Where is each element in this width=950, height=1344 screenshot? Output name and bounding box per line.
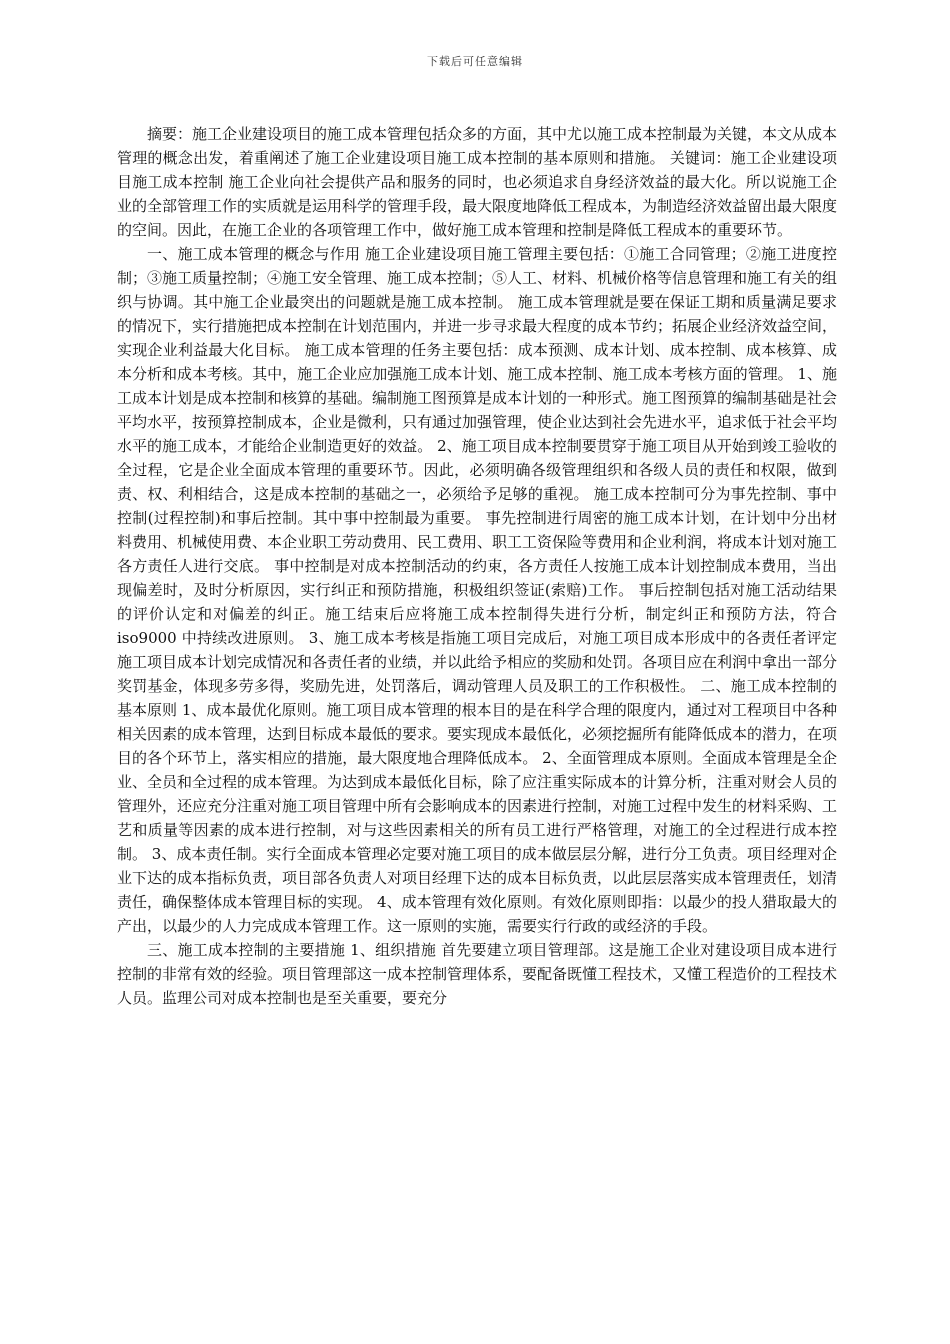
- paragraph-section-one-two: 一、施工成本管理的概念与作用 施工企业建设项目施工管理主要包括：①施工合同管理；②施工进度控制；③施工质量控制；④施工安全管理、施工成本控制；⑤人工、材料、机械价格等信息管理和施工有关的组织与协调。其中施工企业最突出的问题就是施工成本控制。 施工成本管理就是要在保证工期和质量满足要求的情况下，实行措施把成本控制在计划范围内，并进一步寻求最大程度的成本节约；拓展企业经济效益空间，实现企业利益最大化目标。 施工成本管理的任务主要包括：成本预测、成本计划、成本控制、成本核算、成本分析和成本考核。其中，施工企业应加强施工成本计划、施工成本控制、施工成本考核方面的管理。 1、施工成本计划是成本控制和核算的基础。编制施工图预算是成本计划的一种形式。施工图预算的编制基础是社会平均水平，按预算控制成本，企业是微利，只有通过加强管理，使企业达到社会先进水平，追求低于社会平均水平的施工成本，才能给企业制造更好的效益。 2、施工项目成本控制要贯穿于施工项目从开始到竣工验收的全过程，它是企业全面成本管理的重要环节。因此，必须明确各级管理组织和各级人员的责任和权限，做到责、权、利相结合，这是成本控制的基础之一，必须给予足够的重视。 施工成本控制可分为事先控制、事中控制(过程控制)和事后控制。其中事中控制最为重要。 事先控制进行周密的施工成本计划，在计划中分出材料费用、机械使用费、本企业职工劳动费用、民工费用、职工工资保险等费用和企业利润，将成本计划对施工各方责任人进行交底。 事中控制是对成本控制活动的约束，各方责任人按施工成本计划控制成本费用，当出现偏差时，及时分析原因，实行纠正和预防措施，积极组织签证(索赔)工作。 事后控制包括对施工活动结果的评价认定和对偏差的纠正。施工结束后应将施工成本控制得失进行分析，制定纠正和预防方法，符合 iso9000 中持续改进原则。 3、施工成本考核是指施工项目完成后，对施工项目成本形成中的各责任者评定施工项目成本计划完成情况和各责任者的业绩，并以此给予相应的奖励和处罚。各项目应在利润中拿出一部分奖罚基金，体现多劳多得，奖励先进，处罚落后，调动管理人员及职工的工作积极性。 二、施工成本控制的基本原则 1、成本最优化原则。施工项目成本管理的根本目的是在科学合理的限度内，通过对工程项目中各种相关因素的成本管理，达到目标成本最低的要求。要实现成本最低化，必须挖掘所有能降低成本的潜力，在项目的各个环节上，落实相应的措施，最大限度地合理降低成本。 2、全面管理成本原则。全面成本管理是全企业、全员和全过程的成本管理。为达到成本最低化目标，除了应注重实际成本的计算分析，注重对财会人员的管理外，还应充分注重对施工项目管理中所有会影响成本的因素进行控制，对施工过程中发生的材料采购、工艺和质量等因素的成本进行控制，对与这些因素相关的所有员工进行严格管理，对施工的全过程进行成本控制。 3、成本责任制。实行全面成本管理必定要对施工项目的成本做层层分解，进行分工负责。项目经理对企业下达的成本指标负责，项目部各负责人对项目经理下达的成本目标负责，以此层层落实成本管理责任，划清责任，确保整体成本管理目标的实现。 4、成本管理有效化原则。有效化原则即指：以最少的投人猎取最大的产出，以最少的人力完成成本管理工作。这一原则的实施，需要实行行政的或经济的手段。: [117, 245, 838, 935]
- paragraph-abstract: 摘要：施工企业建设项目的施工成本管理包括众多的方面，其中尤以施工成本控制最为关键，本文从成本管理的概念出发，着重阐述了施工企业建设项目施工成本控制的基本原则和措施。 关键词：施工企业建设项目施工成本控制 施工企业向社会提供产品和服务的同时，也必须追求自身经济效益的最大化。所以说施工企业的全部管理工作的实质就是运用科学的管理手段，最大限度地降低工程成本，为制造经济效益留出最大限度的空间。因此，在施工企业的各项管理工作中，做好施工成本管理和控制是降低工程成本的重要环节。: [117, 125, 838, 239]
- page-header: 下载后可任意编辑: [427, 55, 523, 68]
- paragraph-section-three: 三、施工成本控制的主要措施 1、组织措施 首先要建立项目管理部。这是施工企业对建设项目成本进行控制的非常有效的经验。项目管理部这一成本控制管理体系，要配备既懂工程技术，又懂工程造价的工程技术人员。监理公司对成本控制也是至关重要，要充分: [117, 941, 838, 1007]
- article-body: [117, 122, 837, 1010]
